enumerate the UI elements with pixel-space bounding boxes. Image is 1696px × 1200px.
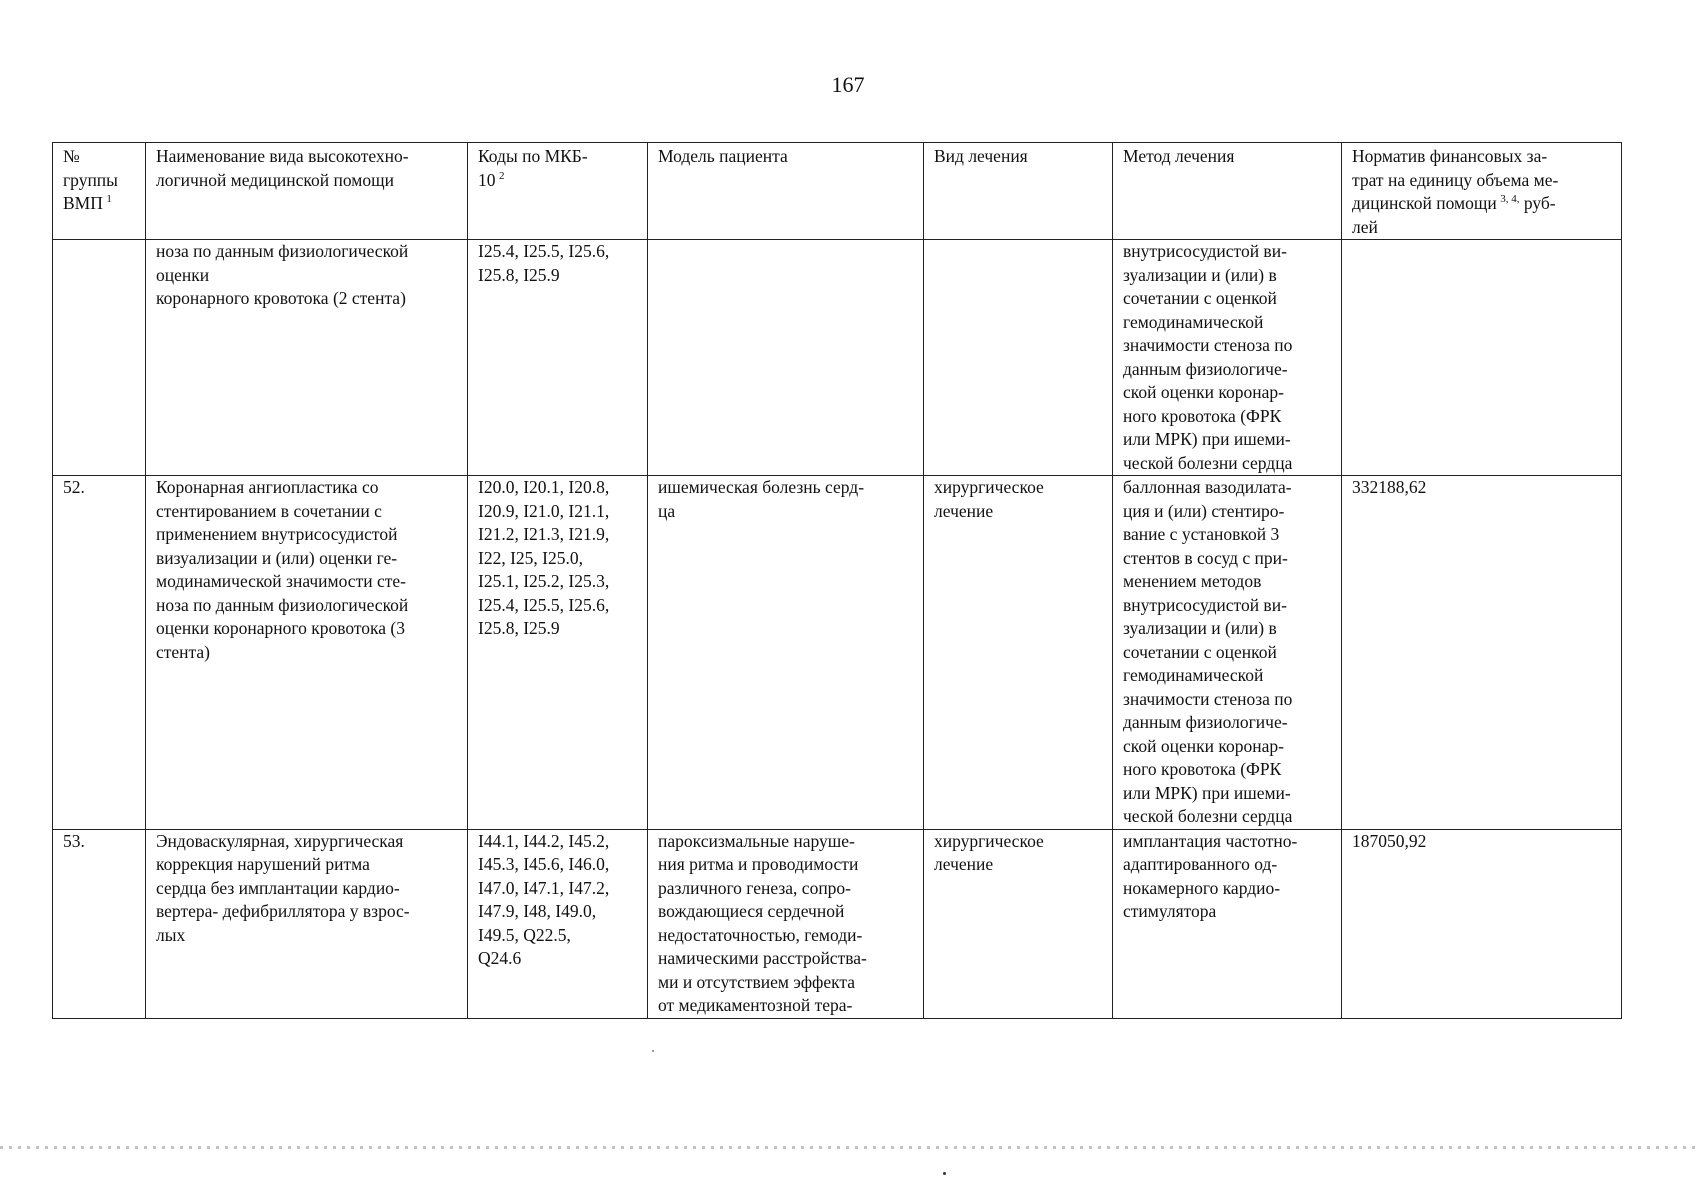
header-icd-codes: Коды по МКБ- 10 $^2$ <box>468 143 648 240</box>
cell-name: Коронарная ангиопластика со стентированием в сочетании с применением внутрисосудистой визуализации и (или) оценки ге- модинамической значимости сте- ноза по данным физиологической оценки коронарного кровотока (3 стента) <box>146 476 468 830</box>
cell-group: 53. <box>53 829 146 1018</box>
header-service-name: Наименование вида высокотехно- логичной медицинской помощи <box>146 143 468 240</box>
cell-cost: 187050,92 <box>1342 829 1622 1018</box>
cell-model <box>648 240 924 476</box>
table-row <box>53 476 1622 830</box>
cell-name: Эндоваскулярная, хирургическая коррекция нарушений ритма сердца без имплантации кардио- вертера- дефибриллятора у взрос- лых <box>146 829 468 1018</box>
table-row <box>53 829 1622 1018</box>
cell-model: ишемическая болезнь серд- ца <box>648 476 924 830</box>
scan-artifact-dotted-line <box>0 1146 1696 1149</box>
table-header-row <box>53 143 1622 240</box>
cell-treatment-type: хирургическое лечение <box>924 829 1113 1018</box>
cell-group <box>53 240 146 476</box>
cell-method: внутрисосудистой ви- зуализации и (или) в сочетании с оценкой гемодинамической значимости стеноза по данным физиологиче- ской оценки коронар- ного кровотока (ФРК или МРК) при ишеми- ческой болезни сердца <box>1113 240 1342 476</box>
cell-treatment-type <box>924 240 1113 476</box>
cell-group: 52. <box>53 476 146 830</box>
page-number: 167 <box>831 72 865 97</box>
cell-name: ноза по данным физиологической оценки коронарного кровотока (2 стента) <box>146 240 468 476</box>
table-row <box>53 240 1622 476</box>
cell-treatment-type: хирургическое лечение <box>924 476 1113 830</box>
cell-cost: 332188,62 <box>1342 476 1622 830</box>
vmp-table <box>52 142 1622 1019</box>
scan-artifact-speck <box>943 1172 946 1175</box>
cell-codes: I44.1, I44.2, I45.2, I45.3, I45.6, I46.0, I47.0, I47.1, I47.2, I47.9, I48, I49.0, I49.5, Q22.5, Q24.6 <box>468 829 648 1018</box>
header-treatment-type: Вид лечения <box>924 143 1113 240</box>
header-patient-model: Модель пациента <box>648 143 924 240</box>
cell-cost <box>1342 240 1622 476</box>
header-cost-norm: Норматив финансовых за- трат на единицу объема ме- дицинской помощи $^{3, 4,}$ руб- лей <box>1342 143 1622 240</box>
cell-codes: I25.4, I25.5, I25.6, I25.8, I25.9 <box>468 240 648 476</box>
header-treatment-method: Метод лечения <box>1113 143 1342 240</box>
cell-method: баллонная вазодилата- ция и (или) стентиро- вание с установкой 3 стентов в сосуд с при- менением методов внутрисосудистой ви- зуализации и (или) в сочетании с оценкой гемодинамической значимости стеноза по данным физиологиче- ской оценки коронар- ного кровотока (ФРК или МРК) при ишеми- ческой болезни сердца <box>1113 476 1342 830</box>
scan-artifact-speck <box>652 1050 654 1052</box>
cell-codes: I20.0, I20.1, I20.8, I20.9, I21.0, I21.1, I21.2, I21.3, I21.9, I22, I25, I25.0, I25.1, I25.2, I25.3, I25.4, I25.5, I25.6, I25.8, I25.9 <box>468 476 648 830</box>
cell-model: пароксизмальные наруше- ния ритма и проводимости различного генеза, сопро- вождающиеся сердечной недостаточностью, гемоди- намическими расстройства- ми и отсутствием эффекта от медикаментозной тера- <box>648 829 924 1018</box>
header-group-number: № группы ВМП $^1$ <box>53 143 146 240</box>
cell-method: имплантация частотно- адаптированного од- нокамерного кардио- стимулятора <box>1113 829 1342 1018</box>
